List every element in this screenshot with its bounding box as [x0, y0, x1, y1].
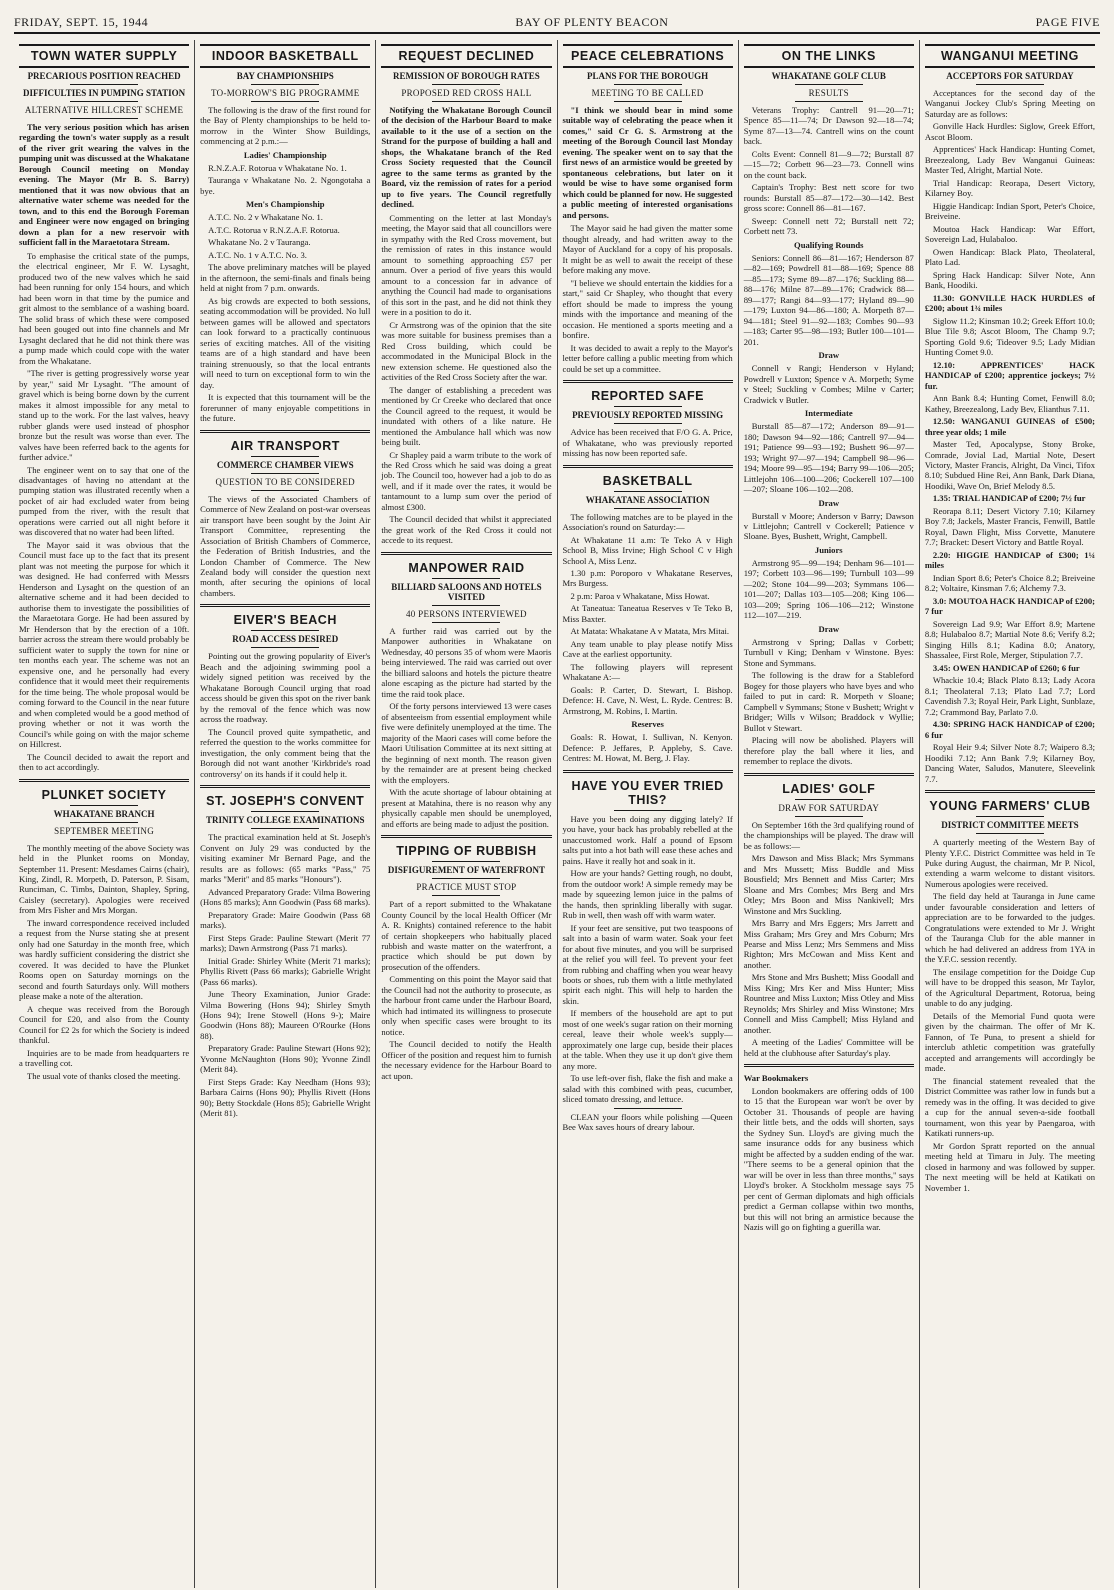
fixture: Whakatane No. 2 v Tauranga. — [208, 237, 311, 248]
paragraph: The Council decided that whilst it appreciated the great work of the Red Cross it could not accede to its request. — [381, 514, 552, 546]
page-number: PAGE FIVE — [1035, 15, 1100, 29]
paragraph: Goals: P. Carter, D. Stewart, I. Bishop. Defence: H. Cave, N. West, L. Ryde. Centres: B. Armstrong, M. Robins, I. Martin. — [562, 684, 733, 716]
paragraph: Sweep: Connell nett 72; Burstall nett 72; Corbett nett 73. — [743, 215, 914, 237]
paragraph: If your feet are sensitive, put two teaspoons of salt into a basin of warm water. Soak your feet for about five minutes, and you will be surprised at the relief you will feel. To prevent your feet from rubbing and chaffing when you wear heavy boots or shoes, rub them with a little methylated spirit each night. This will help to harden the skin. — [562, 922, 733, 1006]
article-request-declined — [381, 44, 551, 546]
paragraph: Seniors: Connell 86—81—167; Henderson 87—82—169; Powdrell 81—88—169; Spence 88—85—173; Syme 89—87—176; Suckling 88—88—176; Milne 87—89—176; Cradwick 88—89—177; Rangi 84—93—177; Hyland 89—90—179; Luxton 94—86—180; A. Morpeth 87—94—181; Steel 91—92—183; Combes 90—93—183; Carter 95—98—193; Butler 100—101—201. — [743, 252, 914, 347]
paragraph: The following is the draw for a Stableford Bogey for those players who have byes and who failed to put in card: R. Morpeth v Sloane; Campbell v Symmans; Stone v Bushett; Wright v Bridger; Wills v Wilson; Braddock v Wyllie; Bullot v Stewart. — [743, 670, 914, 733]
subheading: PRACTICE MUST STOP — [416, 882, 517, 893]
race-heading: 3.0: MOUTOA HACK HANDICAP of £200; 7 fur — [924, 595, 1096, 617]
paragraph: Preparatory Grade: Maire Goodwin (Pass 68 marks). — [200, 909, 371, 931]
paragraph: June Theory Examination, Junior Grade: Vilma Bowering (Hons 94); Shirley Smyth (Hons 94); Irene Stowell (Hons 9-); Maire Goodwin (Hons 88); Maureen O'Rourke (Hons 88). — [200, 989, 371, 1041]
headline: ON THE LINKS — [744, 44, 914, 68]
subheading: ACCEPTORS FOR SATURDAY — [946, 71, 1074, 81]
paragraph: Moutoa Hack Handicap: War Effort, Sovereign Lad, Hulabaloo. — [924, 223, 1096, 245]
paragraph: The field day held at Tauranga in June came under favourable consideration and letters of appreciation are to be forwarded to the judges. Congratulations were extended to Mr J. Wright of the Tauranga Club for the able manner in which he had delivered an address from 1YA in the Y.F.C. session recently. — [924, 891, 1096, 965]
paragraph: First Steps Grade: Pauline Stewart (Merit 77 marks); Dawn Armstrong (Pass 71 marks). — [200, 932, 371, 954]
paragraph: Armstrong v Spring; Dallas v Corbett; Turnbull v King; Denham v Winstone. Byes: Stone and Symmans. — [743, 636, 914, 668]
paragraph: Acceptances for the second day of the Wanganui Jockey Club's Spring Meeting on Saturday are as follows: — [924, 88, 1096, 119]
paragraph: A further raid was carried out by the Manpower authorities in Whakatane on Wednesday, 40 persons 35 of whom were Maoris being interviewed. The raid was carried out over the billiard saloons and hotels the picture theatre alone escaping as the picture had started by the time the raid took place. — [381, 625, 552, 699]
column-3 — [376, 40, 557, 1588]
paragraph: Siglow 11.2; Kinsman 10.2; Greek Effort 10.0; Blue Tile 9.8; Ascot Bloom, The Champ 9.7; Sporting Gold 9.6; Tideover 9.5; Lady Midian Hunting Comet 9.0. — [924, 315, 1096, 358]
article-war-bookmakers — [744, 1073, 914, 1232]
paragraph: The danger of establishing a precedent was mentioned by Cr Creeke who declared that once the Council agreed to the request, it would be inundated with others of a like nature. He mentioned the Ambulance hall which was now being built. — [381, 384, 552, 448]
paragraph: Advanced Preparatory Grade: Vilma Bowering (Hons 85 marks); Ann Goodwin (Pass 68 marks). — [200, 886, 371, 908]
paragraph: Placing will now be abolished. Players will therefore play the ball where it lies, and remember to replace the divots. — [743, 735, 914, 767]
paragraph: Have you been doing any digging lately? If you have, your back has probably rebelled at the unaccustomed work. Half a pound of Epsom salts put into a hot bath will ease these aches and pains. Have it really hot and soak in it. — [562, 813, 733, 866]
paragraph: The financial statement revealed that the District Committee was rather low in funds but a remedy was in the offing. It was decided to give a cup for the annual seven-a-side football tournament, won this year by Paengaroa, with Katikati runners-up. — [924, 1075, 1096, 1139]
article-peace-celebrations — [563, 44, 733, 374]
race-heading: 12.10: APPRENTICES' HACK HANDICAP of £200; apprentice jockeys; 7½ fur. — [924, 359, 1096, 391]
article-wanganui-meeting — [925, 44, 1095, 784]
paper-name: BAY OF PLENTY BEACON — [515, 15, 669, 29]
paragraph: The Mayor said he had given the matter some thought already, and had written away to the Mayor of Auckland for a copy of his proposals. It might be as well to await the receipt of these before making any move. — [562, 223, 733, 276]
article-reported-safe — [563, 389, 733, 458]
article-young-farmers — [925, 799, 1095, 1193]
paragraph: The practical examination held at St. Joseph's Convent on July 29 was conducted by the visiting examiner Mr Bernard Page, and the results are as follows: (65 marks "Pass," 75 marks "Merit" and 85 marks "Honours"). — [200, 832, 371, 885]
paragraph: It was decided to await a reply to the Mayor's letter before calling a public meeting from which could be set up a committee. — [562, 342, 733, 374]
paragraph: Mr Gordon Spratt reported on the annual meeting held at Timaru in July. The meeting closed in harmony and was followed by supper. The next meeting will be held at Katikati on November 1. — [924, 1140, 1096, 1193]
headline: MANPOWER RAID — [408, 560, 525, 575]
section-heading: Men's Championship — [245, 199, 325, 210]
paragraph: "I believe we should entertain the kiddies for a start," said Cr Shapley, who thought that every effort should be made to impress the young minds with the importance and meaning of the occasion. He mentioned a sports meeting and a bonfire. — [562, 277, 733, 341]
section-heading: Reserves — [631, 719, 664, 730]
paragraph: 2 p.m: Paroa v Whakatane, Miss Howat. — [570, 590, 710, 601]
race-heading: 4.30: SPRING HACK HANDICAP of £200; 6 fur — [924, 719, 1096, 740]
paragraph: The ensilage competition for the Doidge Cup will have to be dropped this season, Mr Taylor, of the Agricultural Department, Rotorua, being unable to do any judging. — [924, 966, 1096, 1009]
paragraph: The views of the Associated Chambers of Commerce of New Zealand on post-war overseas air transport have been sought by the Joint Air Transport Committee, representing the Association of British Chambers of Commerce, the Federation of British Industries, and the London Chamber of Commerce. The New Zealand body will consider the question next month, after securing the opinions of local chambers. — [200, 493, 371, 598]
article-air-transport — [200, 439, 370, 599]
paragraph: Commenting on this point the Mayor said that the Council had not the authority to prosecute, as the harbour front came under the Harbour Board, which had intimated its willingness to prosecute only when specific cases were brought to its notice. — [381, 974, 552, 1037]
headline: BASKETBALL — [602, 473, 693, 488]
paragraph: The Mayor said it was obvious that the Council must face up to the fact that its present plant was not meeting the purpose for which it was designed. He had conferred with Messrs Henderson and Lysaght on the question of an alternative scheme and it had been decided to authorise them to investigate the possibilities of the Maraetotara Gorge. He had been assured by Mr Henderson that by the erection of a 10ft. barrier across the stream there would probably be sufficient water to supply the town for nine or ten months each year. The scheme was not an expensive one, and he personally had every confidence that it would meet their requirements for the time being. The whole proposal would be coming forward to the Council in the near future and when completed would be a good method of proving whether or not it was worth the Council's while going on with the major scheme on Hillcrest. — [19, 539, 190, 750]
headline: HAVE YOU EVER TRIED THIS? — [571, 778, 724, 807]
fixture: R.N.Z.A.F. Rotorua v Whakatane No. 1. — [208, 162, 347, 173]
subheading: BILLIARD SALOONS AND HOTELS VISITED — [391, 581, 542, 602]
race-heading: 12.50: WANGANUI GUINEAS of £500; three year olds; 1 mile — [924, 416, 1096, 437]
article-on-the-links — [744, 44, 914, 767]
paragraph: The engineer went on to say that one of the disadvantages of having no attendant at the pumping station was illustrated recently when a pocket of air had excluded water from being pumped from the river, with the result that operations were carried out all night before it was discovered that no water had been lifted. — [19, 464, 190, 538]
paragraph: The following is the draw of the first round for the Bay of Plenty championships to be held to-morrow in the Winter Show Buildings, commencing at 2 p.m.:— — [200, 105, 371, 147]
paragraph: Master Ted, Apocalypse, Stony Broke, Comrade, Jovial Lad, Martial Note, Desert Victory, Master Francis, Alright, Da Vinci, Tifox 8.10; Subdued Hine Rei, Ann Bank, Dark Diana, Hoodiki, Wave On, Brief Melody 8.5. — [924, 439, 1096, 491]
fixture: Tauranga v Whakatane No. 2. Ngongotaha a bye. — [200, 175, 371, 196]
column-5 — [739, 40, 920, 1588]
section-heading: Intermediate — [804, 408, 853, 419]
paragraph: 1.30 p.m: Poroporo v Whakatane Reserves, Mrs Burgess. — [562, 567, 733, 589]
paragraph: A cheque was received from the Borough Council for £20, and also from the County Council for £2 2s for which the Society is indeed thankful. — [19, 1003, 190, 1046]
headline: PEACE CELEBRATIONS — [563, 44, 733, 68]
section-heading: Juniors — [814, 544, 843, 555]
headline: EIVER'S BEACH — [233, 613, 337, 628]
paragraph: Apprentices' Hack Handicap: Hunting Comet, Breezealong, Lady Bev Wanganui Guineas: Master Ted, Alright, Martial Note. — [924, 144, 1096, 176]
paragraph: The monthly meeting of the above Society was held in the Plunket rooms on Monday, September 11. Present: Mesdames Cairns (chair), King, Zindl, R. Morpeth, D. Paterson, P. Sisam, Runciman, C. Timbs, Dainton, Shapley, Spring, Caisley (secretary). Apologies were received from Mrs Fisher and Mrs Morgan. — [19, 842, 190, 916]
subheading: PRECARIOUS POSITION REACHED — [27, 71, 181, 81]
subheading: WHAKATANE ASSOCIATION — [585, 494, 710, 505]
paragraph: Burstall 85—87—172; Anderson 89—91—180; Dawson 94—92—186; Cantrell 97—94—191; Patience 99—93—192; Bushett 96—97—193; Wright 97—97—194; Campbell 98—96—194; Moore 99—95—194; Barry 99—106—205; Littlejohn 106—100—206; Cockerell 107—100—207; Sloane 106—102—208. — [743, 421, 914, 495]
lead-paragraph: The very serious position which has arisen regarding the town's water supply as a result of the river grit wearing the valves in the pumping unit was discussed at the Whakatane Borough Council meeting on Monday evening. The Mayor (Mr B. S. Barry) mentioned that it was now obvious that an alternative water scheme was needed for the town, and to this end the Borough Foreman and Engineer were now engaged on bringing down a plan for a new reservoir with sufficient fall in the Maraetotara Stream. — [19, 122, 190, 248]
lead-paragraph: "I think we should bear in mind some suitable way of celebrating the peace when it comes," said Cr G. S. Armstrong at the meeting of the Borough Council last Monday evening. The speaker went on to say that the first news of an armistice would be greeted by spontaneous celebrations, but later on it would be wise to have some organised form which could be planned for now. He suggested a public meeting of interested organisations and persons. — [562, 105, 733, 220]
race-heading: 1.35: TRIAL HANDICAP of £200; 7½ fur — [932, 493, 1086, 504]
paragraph: Details of the Memorial Fund quota were given by the chairman. The offer of Mr K. Fannon, of Te Puna, to present a shield for interclub athletic competition was gratefully accepted and arrangements will accordingly be made. — [924, 1010, 1096, 1074]
paragraph: On September 16th the 3rd qualifying round of the championships will be played. The draw will be as follows:— — [743, 819, 914, 851]
subheading: ALTERNATIVE HILLCREST SCHEME — [24, 105, 184, 115]
article-eivers-beach — [200, 613, 370, 779]
paragraph: Cr Armstrong was of the opinion that the site was more suitable for business premises than a Red Cross building, which could be accommodated in the Municipal Block in the new extension scheme. He questioned also the activities of the Red Cross Society after the war. — [381, 319, 552, 383]
paragraph: Ann Bank 8.4; Hunting Comet, Fenwill 8.0; Kathey, Breezealong, Lady Bev, Elianthus 7.11. — [924, 393, 1096, 414]
subheading: REMISSION OF BOROUGH RATES — [393, 71, 540, 81]
subheading: PROPOSED RED CROSS HALL — [401, 88, 532, 98]
headline: TIPPING OF RUBBISH — [396, 844, 537, 859]
paragraph: Reorapa 8.11; Desert Victory 7.10; Kilarney Boy 7.8; Jackels, Master Francis, Fenwill, Battle Royal, Dawn Flight, Miss Corvette, Manutere 7.7; Bracket: Desert Victory and Battle Royal. — [924, 505, 1096, 548]
fixture: A.T.C. No. 1 v A.T.C. No. 3. — [208, 249, 307, 260]
paragraph: First Steps Grade: Kay Needham (Hons 93); Barbara Cairns (Hons 90); Phyllis Rivett (Hons 90); Betty Stockdale (Hons 85); Gabrielle Wright (Merit 81). — [200, 1076, 371, 1119]
paragraph: Initial Grade: Shirley White (Merit 71 marks); Phyllis Rivett (Pass 66 marks); Gabrielle Wright (Pass 66 marks). — [200, 955, 371, 987]
paragraph: At Matata: Whakatane A v Matata, Mrs Mitai. — [570, 626, 730, 637]
paragraph: Mrs Stone and Mrs Bushett; Miss Goodall and Miss King; Mrs Ker and Miss Hunter; Miss Rountree and Miss Luxton; Miss Otley and Miss Reynolds; Mrs Shirley and Miss Winstone; Mrs Connell and Miss Campbell; Miss Hyland and another. — [743, 972, 914, 1035]
paragraph: It is expected that this tournament will be the forerunner of many enjoyable competitions in the future. — [200, 392, 371, 424]
column-1 — [14, 40, 195, 1588]
subheading: BAY CHAMPIONSHIPS — [236, 71, 334, 81]
race-heading: 3.45: OWEN HANDICAP of £260; 6 fur — [932, 662, 1080, 673]
paragraph: To emphasise the critical state of the pumps, the electrical engineer, Mr F. W. Lysaght, produced two of the new valves which he said had been running for only 154 hours, and which had been worn in that time by the pumice and grit almost to the semblance of a washing board. The solid brass of which these were composed had been gouged out into fine channels and Mr Lysaght declared that he did not think there was a pump made which could cope with the water from the Whakatane. — [19, 250, 190, 366]
paragraph: How are your hands? Getting rough, no doubt, from the outdoor work! A simple remedy may be made by squeezing lemon juice in the palms of the hands, then sprinkling liberally with sugar. Rub in well, then wash off with warm water. — [562, 868, 733, 921]
race-heading: 11.30: GONVILLE HACK HURDLES of £200; about 1¾ miles — [924, 292, 1096, 314]
paragraph: Pointing out the growing popularity of Eiver's Beach and the adjoining swimming pool a widely signed petition was received by the Whakatane Borough Council urging that road access should be given this spot on the river bank by the removal of the fence which was now across the roadway. — [200, 651, 371, 725]
subheading: DISFIGUREMENT OF WATERFRONT — [387, 865, 546, 876]
paragraph: Veterans Trophy: Cantrell 91—20—71; Spence 85—11—74; Dr Dawson 92—18—74; Syme 87—13—74. Cantrell wins on the count back. — [743, 105, 914, 147]
paragraph: The following players will represent Whakatane A:— — [562, 661, 733, 683]
paragraph: The Council decided to notify the Health Officer of the position and request him to furnish the necessary evidence for the Harbour Board to act upon. — [381, 1039, 552, 1081]
masthead — [14, 10, 1100, 34]
paragraph: The inward correspondence received included a request from the Nurse stating she at present only had one Saturday in the month free, which was hardly sufficient considering the district she covered. It was decided to have the Plunket Rooms open on Saturday mornings on the second and fourth Saturdays only. Will mothers please make a note of the alteration. — [19, 917, 190, 1002]
section-heading: War Bookmakers — [743, 1073, 809, 1084]
headline: AIR TRANSPORT — [230, 438, 340, 453]
subheading: TRINITY COLLEGE EXAMINATIONS — [205, 815, 365, 826]
columns — [14, 40, 1100, 1588]
paragraph: Higgie Handicap: Indian Sport, Peter's Choice, Breiveine. — [924, 200, 1096, 222]
section-heading: Draw — [818, 623, 840, 634]
paragraph: Trial Handicap: Reorapa, Desert Victory, Kilarney Boy. — [924, 177, 1096, 199]
paragraph: Spring Hack Handicap: Silver Note, Ann Bank, Hoodiki. — [924, 269, 1096, 291]
headline: REPORTED SAFE — [591, 389, 704, 404]
paragraph: Mrs Barry and Mrs Eggers; Mrs Jarrett and Miss Graham; Mrs Grey and Mrs Coburn; Mrs Pearse and Miss Lenz; Mrs Semmens and Miss Righton; Mrs McCowan and Miss Kent and another. — [743, 918, 914, 970]
subheading: WHAKATANE GOLF CLUB — [771, 71, 886, 81]
headline: ST. JOSEPH'S CONVENT — [206, 794, 365, 809]
headline: WANGANUI MEETING — [925, 44, 1095, 68]
race-heading: 2.20: HIGGIE HANDICAP of £300; 1¼ miles — [924, 549, 1096, 571]
paragraph: Part of a report submitted to the Whakatane County Council by the local Health Officer (Mr A. R. Knights) contained reference to the habit of certain shopkeepers who habitually placed rubbish and waste matter on the waterfront, a practice which should be put down by prosecution of the offenders. — [381, 899, 552, 972]
paragraph: The above preliminary matches will be played in the afternoon, the semi-finals and finals being held at night from 7 p.m. onwards. — [200, 262, 371, 294]
paragraph: A meeting of the Ladies' Committee will be held at the clubhouse after Saturday's play. — [743, 1037, 914, 1058]
subheading: QUESTION TO BE CONSIDERED — [215, 476, 355, 487]
paragraph: Any team unable to play please notify Miss Cave at the earliest opportunity. — [562, 638, 733, 660]
lead-paragraph: Notifying the Whakatane Borough Council of the decision of the Harbour Board to make available to it the use of a section on the Strand for the purpose of building a hall and shops, the Whakatane branch of the Red Cross Society requested that the Council agree to the same terms as granted by the Board, viz the remission of rates for a period up to five years. The Council regretfully declined. — [381, 105, 552, 210]
headline: INDOOR BASKETBALL — [200, 44, 370, 68]
advertisement: CLEAN your floors while polishing —Queen Bee Wax saves hours of dreary labour. — [562, 1111, 733, 1133]
subheading: MEETING TO BE CALLED — [591, 88, 704, 98]
subheading: DRAW FOR SATURDAY — [778, 802, 880, 813]
paragraph: Sovereign Lad 9.9; War Effort 8.9; Martene 8.8; Hulabaloo 8.7; Martial Note 8.6; Verify 8.2; Singing Hills 8.1; Kadina 8.0; Anatory, Shassalee, First Role, Merger, Stipulation 7.7. — [924, 618, 1096, 661]
paragraph: Burstall v Moore; Anderson v Barry; Dawson v Littlejohn; Cantrell v Cockerell; Patience v Sloane. Byes, Bushett, Wright, Campbell. — [743, 510, 914, 542]
paragraph: Commenting on the letter at last Monday's meeting, the Mayor said that all councillors were in sympathy with the Red Cross movement, but the remission of rates in this instance would amount to something approaching £57 per annum. Over a period of five years this would amount to a concession far in advance of anything the Council had made to organisations of this sort in the past, and he did not think they were in a position to do it. — [381, 212, 552, 318]
column-2 — [195, 40, 376, 1588]
paragraph: At Whakatane 11 a.m: Te Teko A v High School B, Miss Irvine; High School C v High School A, Miss Lenz. — [562, 534, 733, 566]
column-4 — [558, 40, 739, 1588]
paragraph: Gonville Hack Hurdles: Siglow, Greek Effort, Ascot Bloom. — [924, 121, 1096, 142]
paragraph: Mrs Dawson and Miss Black; Mrs Symmans and Mrs Mussett; Miss Buddle and Miss Bousfield; Mrs Bennett and Miss Carter; Mrs Sloane and Mrs Combes; Mrs Berg and Mrs Otley; Mrs Boon and Miss Nankivell; Mrs Winstone and Mrs Suckling. — [743, 853, 914, 916]
headline: PLUNKET SOCIETY — [41, 787, 167, 802]
subheading: 40 PERSONS INTERVIEWED — [405, 608, 527, 619]
article-tried-this — [563, 779, 733, 1133]
paragraph: Whackie 10.4; Black Plato 8.13; Lady Acora 8.1; Theolateral 7.13; Plato Lad 7.7; Lord Cavendish 7.3; Royal Heir, Park Light, Sunblaze, 7.2; Crammond Bay, Parlato 7.0. — [924, 675, 1096, 717]
subheading: DISTRICT COMMITTEE MEETS — [941, 820, 1079, 831]
paragraph: Owen Handicap: Black Plato, Theolateral, Plato Lad. — [924, 246, 1096, 268]
subheading: WHAKATANE BRANCH — [53, 808, 155, 819]
article-indoor-basketball — [200, 44, 370, 424]
paragraph: Advice has been received that F/O G. A. Price, of Whakatane, who was previously reported missing has now been reported safe. — [562, 427, 733, 459]
paragraph: Armstrong 95—99—194; Denham 96—101—197; Corbett 103—96—199; Turnbull 103—99—202; Stone 104—99—203; Symmans 106—101—207; Dallas 103—105—208; King 106—103—209; Spring 106—106—212; Winstone 112—107—219. — [743, 557, 914, 621]
article-water-supply — [19, 44, 189, 773]
subheading: TO-MORROW'S BIG PROGRAMME — [211, 88, 360, 98]
article-manpower-raid — [381, 561, 551, 829]
paragraph: At Taneatua: Taneatua Reserves v Te Teko B, Miss Baxter. — [562, 603, 733, 624]
headline: YOUNG FARMERS' CLUB — [929, 799, 1091, 814]
subheading: SEPTEMBER MEETING — [54, 825, 155, 836]
subheading: DIFFICULTIES IN PUMPING STATION — [23, 88, 186, 98]
headline: LADIES' GOLF — [782, 781, 876, 796]
paragraph: Of the forty persons interviewed 13 were cases of absenteeism from essential employment while five were definitely unemployed at the time. The majority of the Maori cases will come before the Maori Utilisation Committee at its next sitting at the beginning of next month. The reason given by the remainder are at present being checked with the employers. — [381, 701, 552, 785]
article-ladies-golf — [744, 782, 914, 1059]
paragraph: Connell v Rangi; Henderson v Hyland; Powdrell v Luxton; Spence v A. Morpeth; Syme v Steel; Suckling v Combes; Milne v Carter; Cradwick v Butler. — [743, 363, 914, 405]
fixture: A.T.C. Rotorua v R.N.Z.A.F. Rotorua. — [208, 224, 340, 235]
paragraph: The Council decided to await the report and then to act accordingly. — [19, 751, 190, 773]
paragraph: London bookmakers are offering odds of 100 to 15 that the European war won't be over by October 31. Thousands of people are having their little bets, and the odds will shorten, says the Sydney Sun. Lloyd's are giving much the same insurance odds for any business which might be affected by a sudden ending of the war. "There seems to be a general opinion that the war will be over in less than three months," says Lloyd's broker. A Stockholm message says 75 per cent of German diplomats and high officials predict a German collapse within two months, but this will not bring an armistice because the Nazis will go on fighting a guerilla war. — [743, 1085, 914, 1233]
paragraph: Cr Shapley paid a warm tribute to the work of the Red Cross which he said was doing a great job. The Council too, however had a job to do as well, and if it made over the rates, it would be tantamount to a lump sum over the period of almost £300. — [381, 449, 552, 512]
paragraph: As big crowds are expected to both sessions, seating accommodation will be provided. No lull between games will be allowed and spectators can look forward to a practically continuous series of exciting matches. All of the visiting teams are of a high standard and have been training strenuously, so that the local entrants will need to turn on exceptional form to win the day. — [200, 295, 371, 390]
article-plunket — [19, 788, 189, 1082]
paragraph: A quarterly meeting of the Western Bay of Plenty Y.F.C. District Committee was held in Te Puke during August, the chairman, Mr P. Nicol, extending a warm welcome to distant visitors. Numerous apologies were received. — [924, 837, 1096, 889]
paragraph: Indian Sport 8.6; Peter's Choice 8.2; Breiveine 8.2; Voltaire, Kinsman 7.6; Alchemy 7.3. — [924, 572, 1096, 594]
subheading: COMMERCE CHAMBER VIEWS — [216, 459, 354, 470]
article-st-josephs — [200, 794, 370, 1119]
paragraph: "The river is getting progressively worse year by year," said Mr Lysaght. "The amount of gravel which is being borne down by the current makes it almost impossible for any metal to stand up to the work. For the last valves, heavy rubber glands were used instead of phosphor bronze but the result was worse than ever. The valves have been referred back to the agents for further advice." — [19, 368, 190, 463]
paragraph: If members of the household are apt to put most of one week's sugar ration on their morning cereal, leave their whole week's supply—approximately one large cup, beside their places at the table. When they use it up don't give them any more. — [562, 1008, 733, 1071]
section-heading: Draw — [818, 497, 840, 508]
paragraph: Colts Event: Connell 81—9—72; Burstall 87—15—72; Corbett 96—23—73. Connell wins on the count back. — [743, 148, 914, 180]
section-heading: Draw — [818, 350, 840, 361]
paragraph: To use left-over fish, flake the fish and make a salad with this combined with peas, cucumber, sliced tomato dressing, and lettuce. — [562, 1073, 733, 1105]
article-tipping-rubbish — [381, 844, 551, 1081]
issue-date: FRIDAY, SEPT. 15, 1944 — [14, 15, 149, 29]
subheading: PREVIOUSLY REPORTED MISSING — [572, 410, 724, 421]
paragraph: The following matches are to be played in the Association's round on Saturday:— — [562, 511, 733, 533]
headline: TOWN WATER SUPPLY — [19, 44, 189, 68]
section-heading: Ladies' Championship — [243, 149, 327, 160]
paragraph: Inquiries are to be made from headquarters re a travelling cot. — [19, 1047, 190, 1069]
paragraph: Royal Heir 9.4; Silver Note 8.7; Waipero 8.3; Hoodiki 7.12; Ann Bank 7.9; Kilarney Boy, Dancing Water, Saludos, Manutere, Sleevelink 7.7. — [924, 742, 1096, 784]
paragraph: The usual vote of thanks closed the meeting. — [27, 1070, 181, 1081]
fixture: A.T.C. No. 2 v Whakatane No. 1. — [208, 212, 323, 223]
paragraph: Preparatory Grade: Pauline Stewart (Hons 92); Yvonne McNaughton (Hons 90); Yvonne Zindl (Merit 84). — [200, 1043, 371, 1075]
subheading: PLANS FOR THE BOROUGH — [587, 71, 709, 81]
paragraph: With the acute shortage of labour obtaining at present at Matahina, there is no reason why any physically capable men should be unemployed, and efforts are being made to adjust the position. — [381, 787, 552, 829]
section-heading: Qualifying Rounds — [794, 239, 864, 250]
headline: REQUEST DECLINED — [381, 44, 551, 68]
article-basketball — [563, 474, 733, 764]
subheading: RESULTS — [808, 88, 849, 98]
subheading: ROAD ACCESS DESIRED — [232, 634, 339, 645]
column-6 — [920, 40, 1100, 1588]
paragraph: Goals: R. Howat, I. Sullivan, N. Kenyon. Defence: P. Jeffares, P. Appleby, S. Cave. Centres: M. Howat, M. Berg, J. Flay. — [562, 732, 733, 764]
paragraph: The Council proved quite sympathetic, and referred the question to the works committee for investigation, the only comment being that the Borough did not want another 'Kirkbride's road controversy' on its hands if it could help it. — [200, 726, 371, 779]
paragraph: Captain's Trophy: Best nett score for two rounds: Burstall 85—87—172—30—142. Best gross score: Connell 86—81—167. — [743, 182, 914, 214]
